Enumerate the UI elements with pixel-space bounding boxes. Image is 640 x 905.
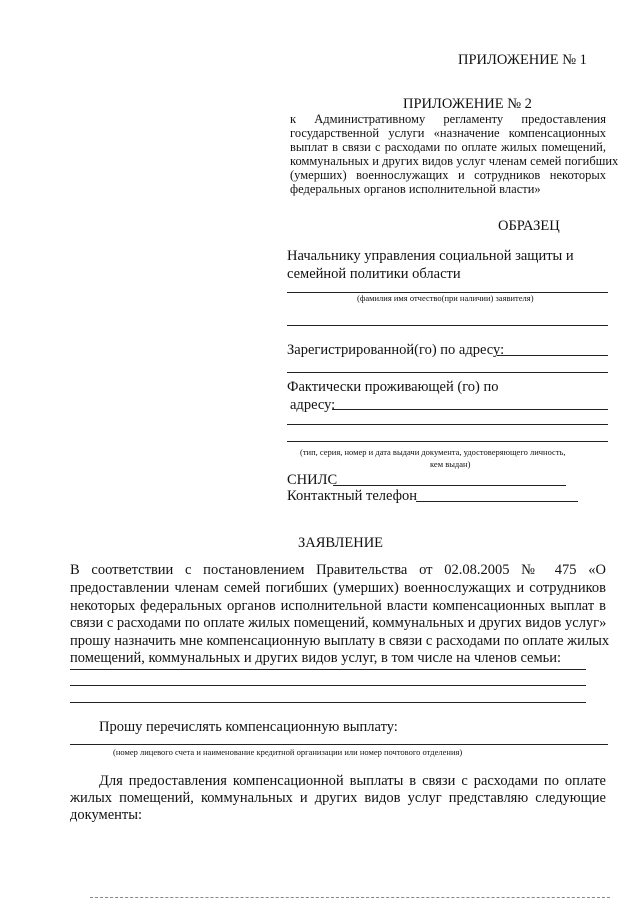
reglament-line: государственной услуги «назначение компенсационных xyxy=(290,126,606,140)
fio-field-continuation[interactable] xyxy=(287,325,608,326)
documents-line: жилых помещений, коммунальных и других видов услуг представляю следующие xyxy=(70,790,606,806)
transfer-details-field[interactable] xyxy=(70,744,608,745)
statement-title: ЗАЯВЛЕНИЕ xyxy=(298,535,384,551)
identity-document-field[interactable] xyxy=(287,441,608,442)
paragraph-line: помещений, коммунальных и других видов услуг, в том числе на членов семьи: xyxy=(70,650,562,666)
reglament-line: к Административному регламенту предоставления xyxy=(290,112,606,126)
actual-address-label-2: адресу: xyxy=(290,397,336,413)
phone-field[interactable] xyxy=(416,501,578,502)
registered-address-field-continuation[interactable] xyxy=(287,372,608,373)
actual-address-label: Фактически проживающей (го) по xyxy=(287,379,499,395)
documents-line: Для предоставления компенсационной выплаты в связи с расходами по оплате xyxy=(99,773,606,789)
paragraph-line: связи с расходами по оплате жилых помещений, коммунальных и других видов услуг» xyxy=(70,615,607,631)
paragraph-line: некоторых федеральных органов исполнительной власти компенсационных выплат в xyxy=(70,598,606,614)
addressee-line-1: Начальнику управления социальной защиты и xyxy=(287,248,574,264)
actual-address-field-continuation[interactable] xyxy=(287,424,608,425)
fio-caption: (фамилия имя отчество(при наличии) заявителя) xyxy=(357,293,534,303)
family-members-field[interactable] xyxy=(70,685,586,686)
transfer-caption: (номер лицевого счета и наименование кредитной организации или номер почтового отделения) xyxy=(113,747,463,757)
identity-document-caption: (тип, серия, номер и дата выдачи документа, удостоверяющего личность, xyxy=(300,447,566,457)
reglament-line: коммунальных и других видов услуг членам семей погибших xyxy=(290,154,619,168)
sample-label: ОБРАЗЕЦ xyxy=(498,218,560,234)
family-members-field[interactable] xyxy=(70,702,586,703)
actual-address-field[interactable] xyxy=(332,409,608,410)
reglament-line: выплат в связи с расходами по оплате жилых помещений, xyxy=(290,140,606,154)
identity-document-caption-2: кем выдан) xyxy=(430,459,471,469)
transfer-label: Прошу перечислять компенсационную выплату: xyxy=(99,719,398,735)
paragraph-line: В соответствии с постановлением Правительства от 02.08.2005 № 475 «О xyxy=(70,562,606,578)
scan-artifact-divider xyxy=(90,897,610,898)
family-members-field[interactable] xyxy=(70,669,586,670)
phone-label: Контактный телефон xyxy=(287,488,418,504)
snils-label: СНИЛС xyxy=(287,472,338,488)
paragraph-line: прошу назначить мне компенсационную выплату в связи с расходами по оплате жилых xyxy=(70,633,610,649)
reglament-line: (умерших) военнослужащих и сотрудников некоторых xyxy=(290,168,606,182)
paragraph-line: предоставлении членам семей погибших (умерших) военнослужащих и сотрудников xyxy=(70,580,606,596)
registered-address-label: Зарегистрированной(го) по адресу: xyxy=(287,342,505,358)
documents-line: документы: xyxy=(70,807,143,823)
registered-address-field[interactable] xyxy=(497,355,608,356)
reglament-line: федеральных органов исполнительной власти» xyxy=(290,182,541,196)
appendix-2-title: ПРИЛОЖЕНИЕ № 2 xyxy=(403,96,532,112)
addressee-line-2: семейной политики области xyxy=(287,266,461,282)
snils-field[interactable] xyxy=(333,485,566,486)
appendix-1-title: ПРИЛОЖЕНИЕ № 1 xyxy=(458,52,587,68)
